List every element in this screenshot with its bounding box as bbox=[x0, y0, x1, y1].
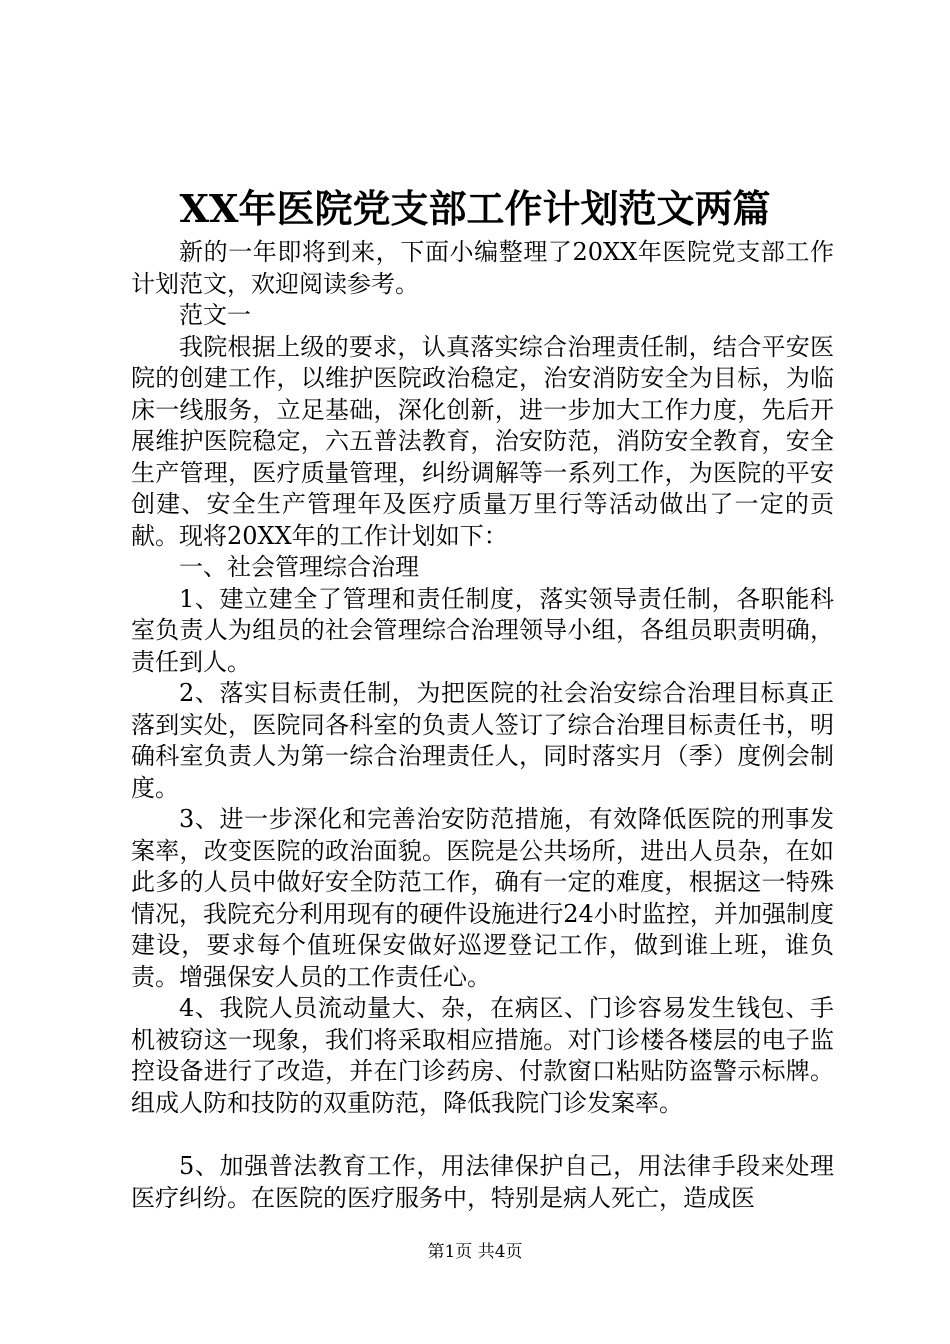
section-heading: 一、社会管理综合治理 bbox=[179, 553, 419, 581]
paragraph-overview: 我院根据上级的要求，认真落实综合治理责任制，结合平安医院的创建工作，以维护医院政治稳定，治安消防安全为目标，为临床一线服务，立足基础，深化创新，进一步加大工作力度，先后开展维护医院稳定，六五普法教育，治安防范，消防安全教育，安全生产管理，医疗质量管理，纠纷调解等一系列工作，为医院的平安创建、安全生产管理年及医疗质量万里行等活动做出了一定的贡献。现将20XX年的工作计划如下： bbox=[131, 332, 834, 550]
paragraph-item-1: 1、建立建全了管理和责任制度，落实领导责任制，各职能科室负责人为组员的社会管理综合治理领导小组，各组员职责明确，责任到人。 bbox=[131, 584, 834, 676]
paragraph-item-2: 2、落实目标责任制，为把医院的社会治安综合治理目标真正落到实处，医院同各科室的负责人签订了综合治理目标责任书，明确科室负责人为第一综合治理责任人，同时落实月（季）度例会制度。 bbox=[131, 679, 834, 802]
document-title: XX年医院党支部工作计划范文两篇 bbox=[179, 186, 771, 231]
paragraph-item-5: 5、加强普法教育工作，用法律保护自己，用法律手段来处理医疗纠纷。在医院的医疗服务中，特别是病人死亡，造成医 bbox=[131, 1152, 834, 1212]
paragraph-intro: 新的一年即将到来，下面小编整理了20XX年医院党支部工作计划范文，欢迎阅读参考。 bbox=[131, 238, 834, 298]
page-footer: 第1页 共4页 bbox=[427, 1242, 523, 1262]
paragraph-item-4: 4、我院人员流动量大、杂，在病区、门诊容易发生钱包、手机被窃这一现象，我们将采取相应措施。对门诊楼各楼层的电子监控设备进行了改造，并在门诊药房、付款窗口粘贴防盗警示标牌。组成人防和技防的双重防范，降低我院门诊发案率。 bbox=[131, 994, 834, 1117]
paragraph-sample-heading: 范文一 bbox=[179, 301, 251, 329]
document-body bbox=[131, 237, 834, 1214]
paragraph-item-3: 3、进一步深化和完善治安防范措施，有效降低医院的刑事发案率，改变医院的政治面貌。医院是公共场所，进出人员杂，在如此多的人员中做好安全防范工作，确有一定的难度，根据这一特殊情况，我院充分利用现有的硬件设施进行24小时监控，并加强制度建设，要求每个值班保安做好巡逻登记工作，做到谁上班，谁负责。增强保安人员的工作责任心。 bbox=[131, 805, 834, 991]
